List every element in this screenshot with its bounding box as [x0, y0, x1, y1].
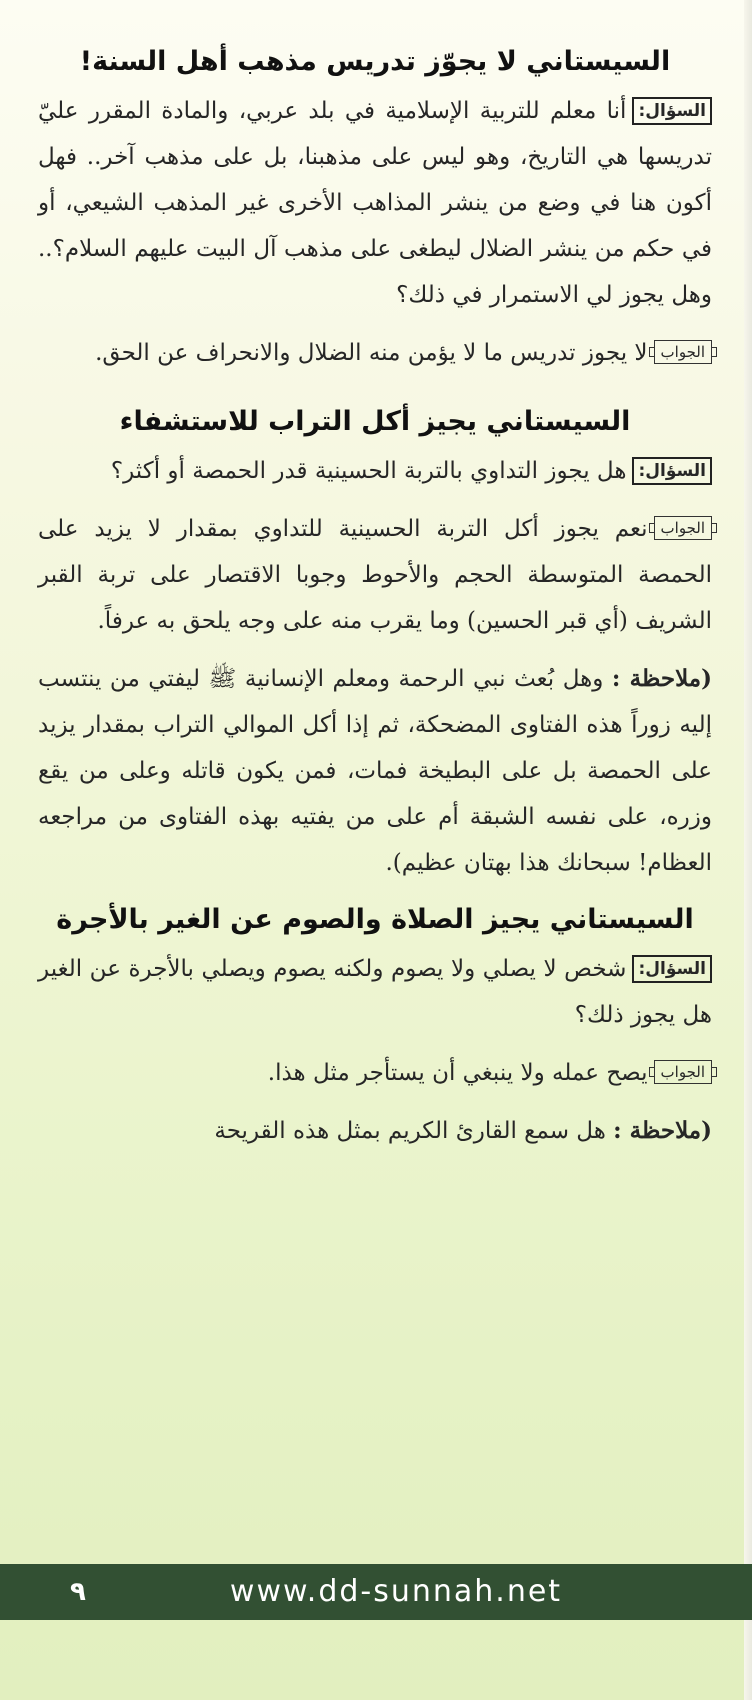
section2-question	[38, 448, 712, 494]
answer-label: الجواب	[654, 1060, 712, 1084]
section3-question-text: شخص لا يصلي ولا يصوم ولكنه يصوم ويصلي بالأجرة عن الغير هل يجوز ذلك؟	[38, 956, 712, 1028]
section3-answer	[38, 1050, 712, 1096]
section3-answer-text: يصح عمله ولا ينبغي أن يستأجر مثل هذا.	[267, 1060, 648, 1086]
section3-title: السيستاني يجيز الصلاة والصوم عن الغير بالأجرة	[56, 904, 694, 935]
page-number: ٩	[70, 1577, 86, 1607]
section1-question-text: أنا معلم للتربية الإسلامية في بلد عربي، والمادة المقرر عليّ تدريسها هي التاريخ، وهو ليس على مذهبنا، بل على مذهب آخر.. فهل أكون هنا في وضع من ينشر المذاهب الأخرى غير المذهب الشيعي، أو في حكم من ينشر الضلال ليطغى على مذهب آل البيت عليهم السلام؟.. وهل يجوز لي الاستمرار في ذلك؟	[38, 98, 712, 308]
section2-note	[38, 656, 712, 886]
section2-answer-text: نعم يجوز أكل التربة الحسينية للتداوي بمقدار لا يزيد على الحمصة المتوسطة الحجم والأحوط وجوبا الاقتصار على تربة القبر الشريف (أي قبر الحسين) وما يقرب منه على وجه يلحق به عرفاً.	[38, 516, 712, 634]
website-url: www.dd-sunnah.net	[229, 1574, 563, 1609]
answer-label: الجواب	[654, 340, 712, 364]
section3-note	[38, 1108, 712, 1154]
note-label: (ملاحظة :	[613, 1117, 712, 1144]
section1-question	[38, 88, 712, 318]
section2-answer	[38, 506, 712, 644]
section1-title: السيستاني لا يجوّز تدريس مذهب أهل السنة!	[79, 46, 671, 77]
section1-answer	[38, 330, 712, 376]
section2-question-text: هل يجوز التداوي بالتربة الحسينية قدر الحمصة أو أكثر؟	[110, 458, 627, 484]
section3-note-text: هل سمع القارئ الكريم بمثل هذه القريحة	[214, 1118, 606, 1144]
note-label: (ملاحظة :	[611, 665, 712, 692]
question-label: السؤال:	[632, 97, 712, 125]
section3-question	[38, 946, 712, 1038]
section2-note-text: وهل بُعث نبي الرحمة ومعلم الإنسانية ﷺ ليفتي من ينتسب إليه زوراً هذه الفتاوى المضحكة، ثم إذا أكل الموالي التراب بمقدار يزيد على الحمصة بل على البطيخة فمات، فمن يكون قاتله وعلى من يقع وزره، على نفسه الشبقة أم على من يفتيه بهذه الفتاوى من مراجعه العظام! سبحانك هذا بهتان عظيم).	[38, 666, 712, 876]
footer-band	[0, 1564, 752, 1620]
page-edge	[744, 0, 752, 1700]
question-label: السؤال:	[632, 457, 712, 485]
question-label: السؤال:	[632, 955, 712, 983]
section1-answer-text: لا يجوز تدريس ما لا يؤمن منه الضلال والانحراف عن الحق.	[95, 340, 648, 366]
article-body	[38, 40, 712, 1154]
answer-label: الجواب	[654, 516, 712, 540]
section2-title: السيستاني يجيز أكل التراب للاستشفاء	[119, 406, 631, 437]
